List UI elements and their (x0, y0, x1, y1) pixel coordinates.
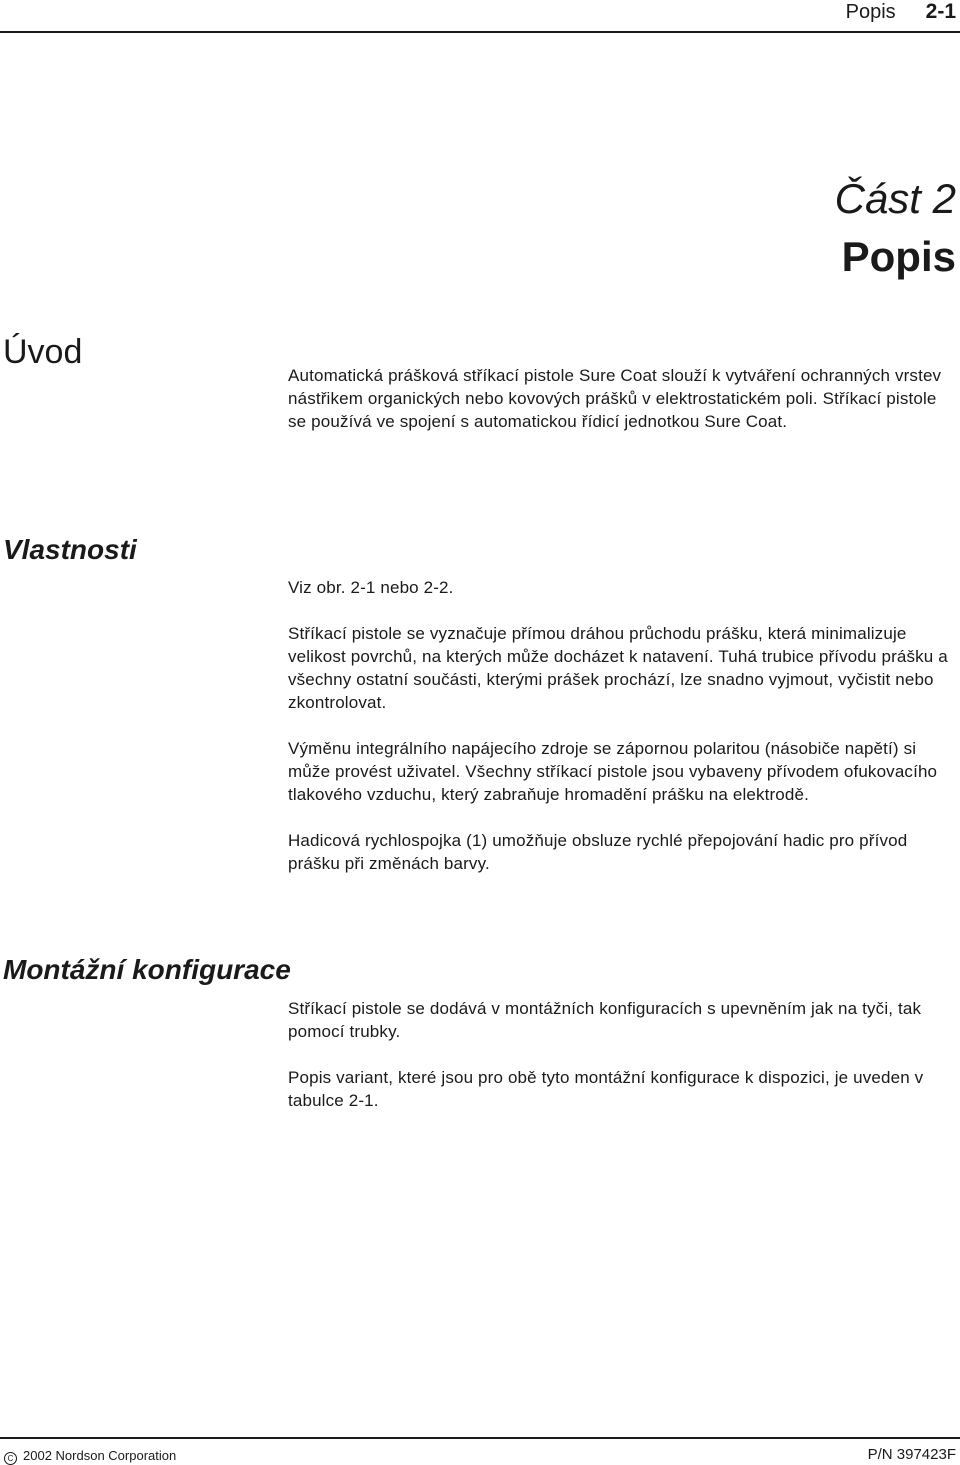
header-section-name: Popis (845, 1, 896, 23)
header-rule (0, 31, 960, 33)
section-heading-vlastnosti: Vlastnosti (3, 534, 137, 565)
footer-part-number: P/N 397423F (867, 1446, 956, 1463)
page-header (0, 0, 960, 32)
section-body-montaz (288, 997, 956, 1135)
paragraph: Stříkací pistole se vyznačuje přímou dráhou průchodu prášku, která minimalizuje velikost povrchů, na kterých může docházet k natavení. Tuhá trubice přívodu prášku a všechny ostatní součásti, kterými prášek prochází, lze snadno vyjmout, vyčistit nebo zkontrolovat. (288, 624, 948, 712)
paragraph: Popis variant, které jsou pro obě tyto montážní konfigurace k dispozici, je uveden v tabulce 2-1. (288, 1068, 924, 1110)
chapter-label: Část 2 (834, 175, 956, 222)
paragraph: Viz obr. 2-1 nebo 2-2. (288, 578, 454, 597)
section-body-uvod (288, 364, 956, 456)
chapter-title: Popis (841, 233, 956, 280)
copyright-icon: C (4, 1452, 17, 1465)
section-heading-montaz: Montážní konfigurace (3, 954, 291, 985)
footer-copyright-text: 2002 Nordson Corporation (23, 1448, 177, 1463)
paragraph: Automatická prášková stříkací pistole Sure Coat slouží k vytváření ochranných vrstev nástřikem organických nebo kovových prášků v elektrostatickém poli. Stříkací pistole se používá ve spojení s automatickou řídicí jednotkou Sure Coat. (288, 366, 942, 431)
section-body-vlastnosti (288, 576, 956, 898)
header-page-number: 2-1 (925, 0, 956, 23)
paragraph: Výměnu integrálního napájecího zdroje se zápornou polaritou (násobiče napětí) si může provést uživatel. Všechny stříkací pistole jsou vybaveny přívodem ofukovacího tlakového vzduchu, který zabraňuje hromadění prášku na elektrodě. (288, 739, 938, 804)
footer-copyright (4, 1448, 176, 1465)
footer-rule (0, 1437, 960, 1439)
header-text (846, 0, 956, 24)
paragraph: Hadicová rychlospojka (1) umožňuje obsluze rychlé přepojování hadic pro přívod prášku při změnách barvy. (288, 831, 908, 873)
section-heading-uvod: Úvod (3, 333, 83, 371)
paragraph: Stříkací pistole se dodává v montážních konfiguracích s upevněním jak na tyči, tak pomocí trubky. (288, 999, 922, 1041)
